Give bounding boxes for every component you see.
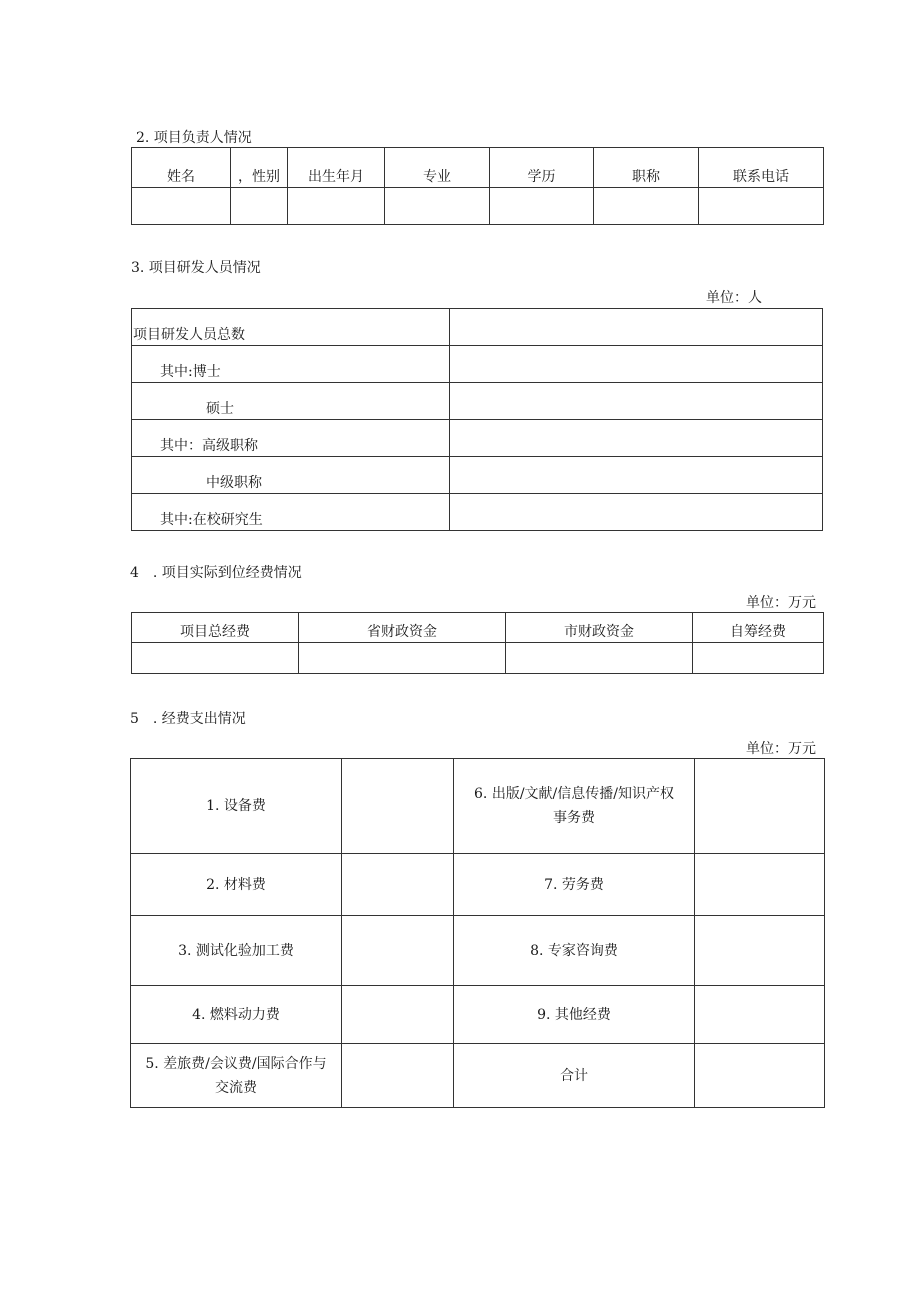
expense-label-labor: 7. 劳务费 <box>454 854 695 916</box>
header-name: 姓名 <box>132 148 231 188</box>
expense-value-testing[interactable] <box>342 916 454 986</box>
row-label-grad-students: 其中:在校研究生 <box>132 494 450 531</box>
header-birth: 出生年月 <box>288 148 385 188</box>
expense-label-testing: 3. 测试化验加工费 <box>131 916 342 986</box>
row-label-total: 项目研发人员总数 <box>132 309 450 346</box>
expense-value-consulting[interactable] <box>695 916 825 986</box>
row-label-senior-title: 其中：高级职称 <box>132 420 450 457</box>
expense-label-other: 9. 其他经费 <box>454 986 695 1044</box>
expense-value-materials[interactable] <box>342 854 454 916</box>
section3-unit: 单位：人 <box>706 290 762 306</box>
header-phone: 联系电话 <box>699 148 824 188</box>
expense-label-fuel-power: 4. 燃料动力费 <box>131 986 342 1044</box>
expense-label-total: 合计 <box>454 1044 695 1108</box>
section5-title: 5 . 经费支出情况 <box>130 711 246 727</box>
expense-label-publication-line2: 事务费 <box>553 810 595 826</box>
birth-cell[interactable] <box>288 188 385 225</box>
expense-value-total[interactable] <box>695 1044 825 1108</box>
header-title: 职称 <box>594 148 699 188</box>
expense-label-equipment: 1. 设备费 <box>131 759 342 854</box>
section4-unit: 单位：万元 <box>746 595 816 611</box>
expense-label-publication <box>454 759 695 854</box>
expense-label-travel-line2: 交流费 <box>215 1079 257 1096</box>
expense-value-equipment[interactable] <box>342 759 454 854</box>
municipal-funds-cell[interactable] <box>506 643 693 674</box>
expense-value-travel[interactable] <box>342 1044 454 1108</box>
funding-table <box>131 612 824 674</box>
phone-cell[interactable] <box>699 188 824 225</box>
section5-unit: 单位：万元 <box>746 741 816 757</box>
row-label-phd: 其中:博士 <box>132 346 450 383</box>
header-education: 学历 <box>490 148 594 188</box>
expense-label-consulting: 8. 专家咨询费 <box>454 916 695 986</box>
section3-title: 3. 项目研发人员情况 <box>131 260 261 276</box>
expense-value-other[interactable] <box>695 986 825 1044</box>
header-provincial-funds: 省财政资金 <box>299 613 506 643</box>
section2-title: 2. 项目负责人情况 <box>136 130 252 146</box>
section4-title: 4 . 项目实际到位经费情况 <box>130 565 302 581</box>
row-label-master: 硕士 <box>132 383 450 420</box>
value-senior-title[interactable] <box>450 420 823 457</box>
value-total[interactable] <box>450 309 823 346</box>
name-cell[interactable] <box>132 188 231 225</box>
provincial-funds-cell[interactable] <box>299 643 506 674</box>
expense-label-materials: 2. 材料费 <box>131 854 342 916</box>
expense-value-publication[interactable] <box>695 759 825 854</box>
title-cell[interactable] <box>594 188 699 225</box>
header-self-raised: 自筹经费 <box>693 613 824 643</box>
expense-label-publication-line1: 6. 出版/文献/信息传播/知识产权 <box>474 786 674 802</box>
expense-label-travel <box>131 1044 342 1108</box>
header-gender: ，性别 <box>231 148 288 188</box>
value-master[interactable] <box>450 383 823 420</box>
value-grad-students[interactable] <box>450 494 823 531</box>
expense-label-travel-line1: 5. 差旅费/会议费/国际合作与 <box>145 1055 327 1072</box>
header-major: 专业 <box>385 148 490 188</box>
value-phd[interactable] <box>450 346 823 383</box>
self-raised-cell[interactable] <box>693 643 824 674</box>
expenditure-table <box>130 758 825 1108</box>
gender-cell[interactable] <box>231 188 288 225</box>
expense-value-labor[interactable] <box>695 854 825 916</box>
rd-personnel-table <box>131 308 823 531</box>
education-cell[interactable] <box>490 188 594 225</box>
header-total-funding: 项目总经费 <box>132 613 299 643</box>
row-label-mid-title: 中级职称 <box>132 457 450 494</box>
total-funding-cell[interactable] <box>132 643 299 674</box>
value-mid-title[interactable] <box>450 457 823 494</box>
expense-value-fuel-power[interactable] <box>342 986 454 1044</box>
header-municipal-funds: 市财政资金 <box>506 613 693 643</box>
project-leader-table <box>131 147 824 225</box>
major-cell[interactable] <box>385 188 490 225</box>
